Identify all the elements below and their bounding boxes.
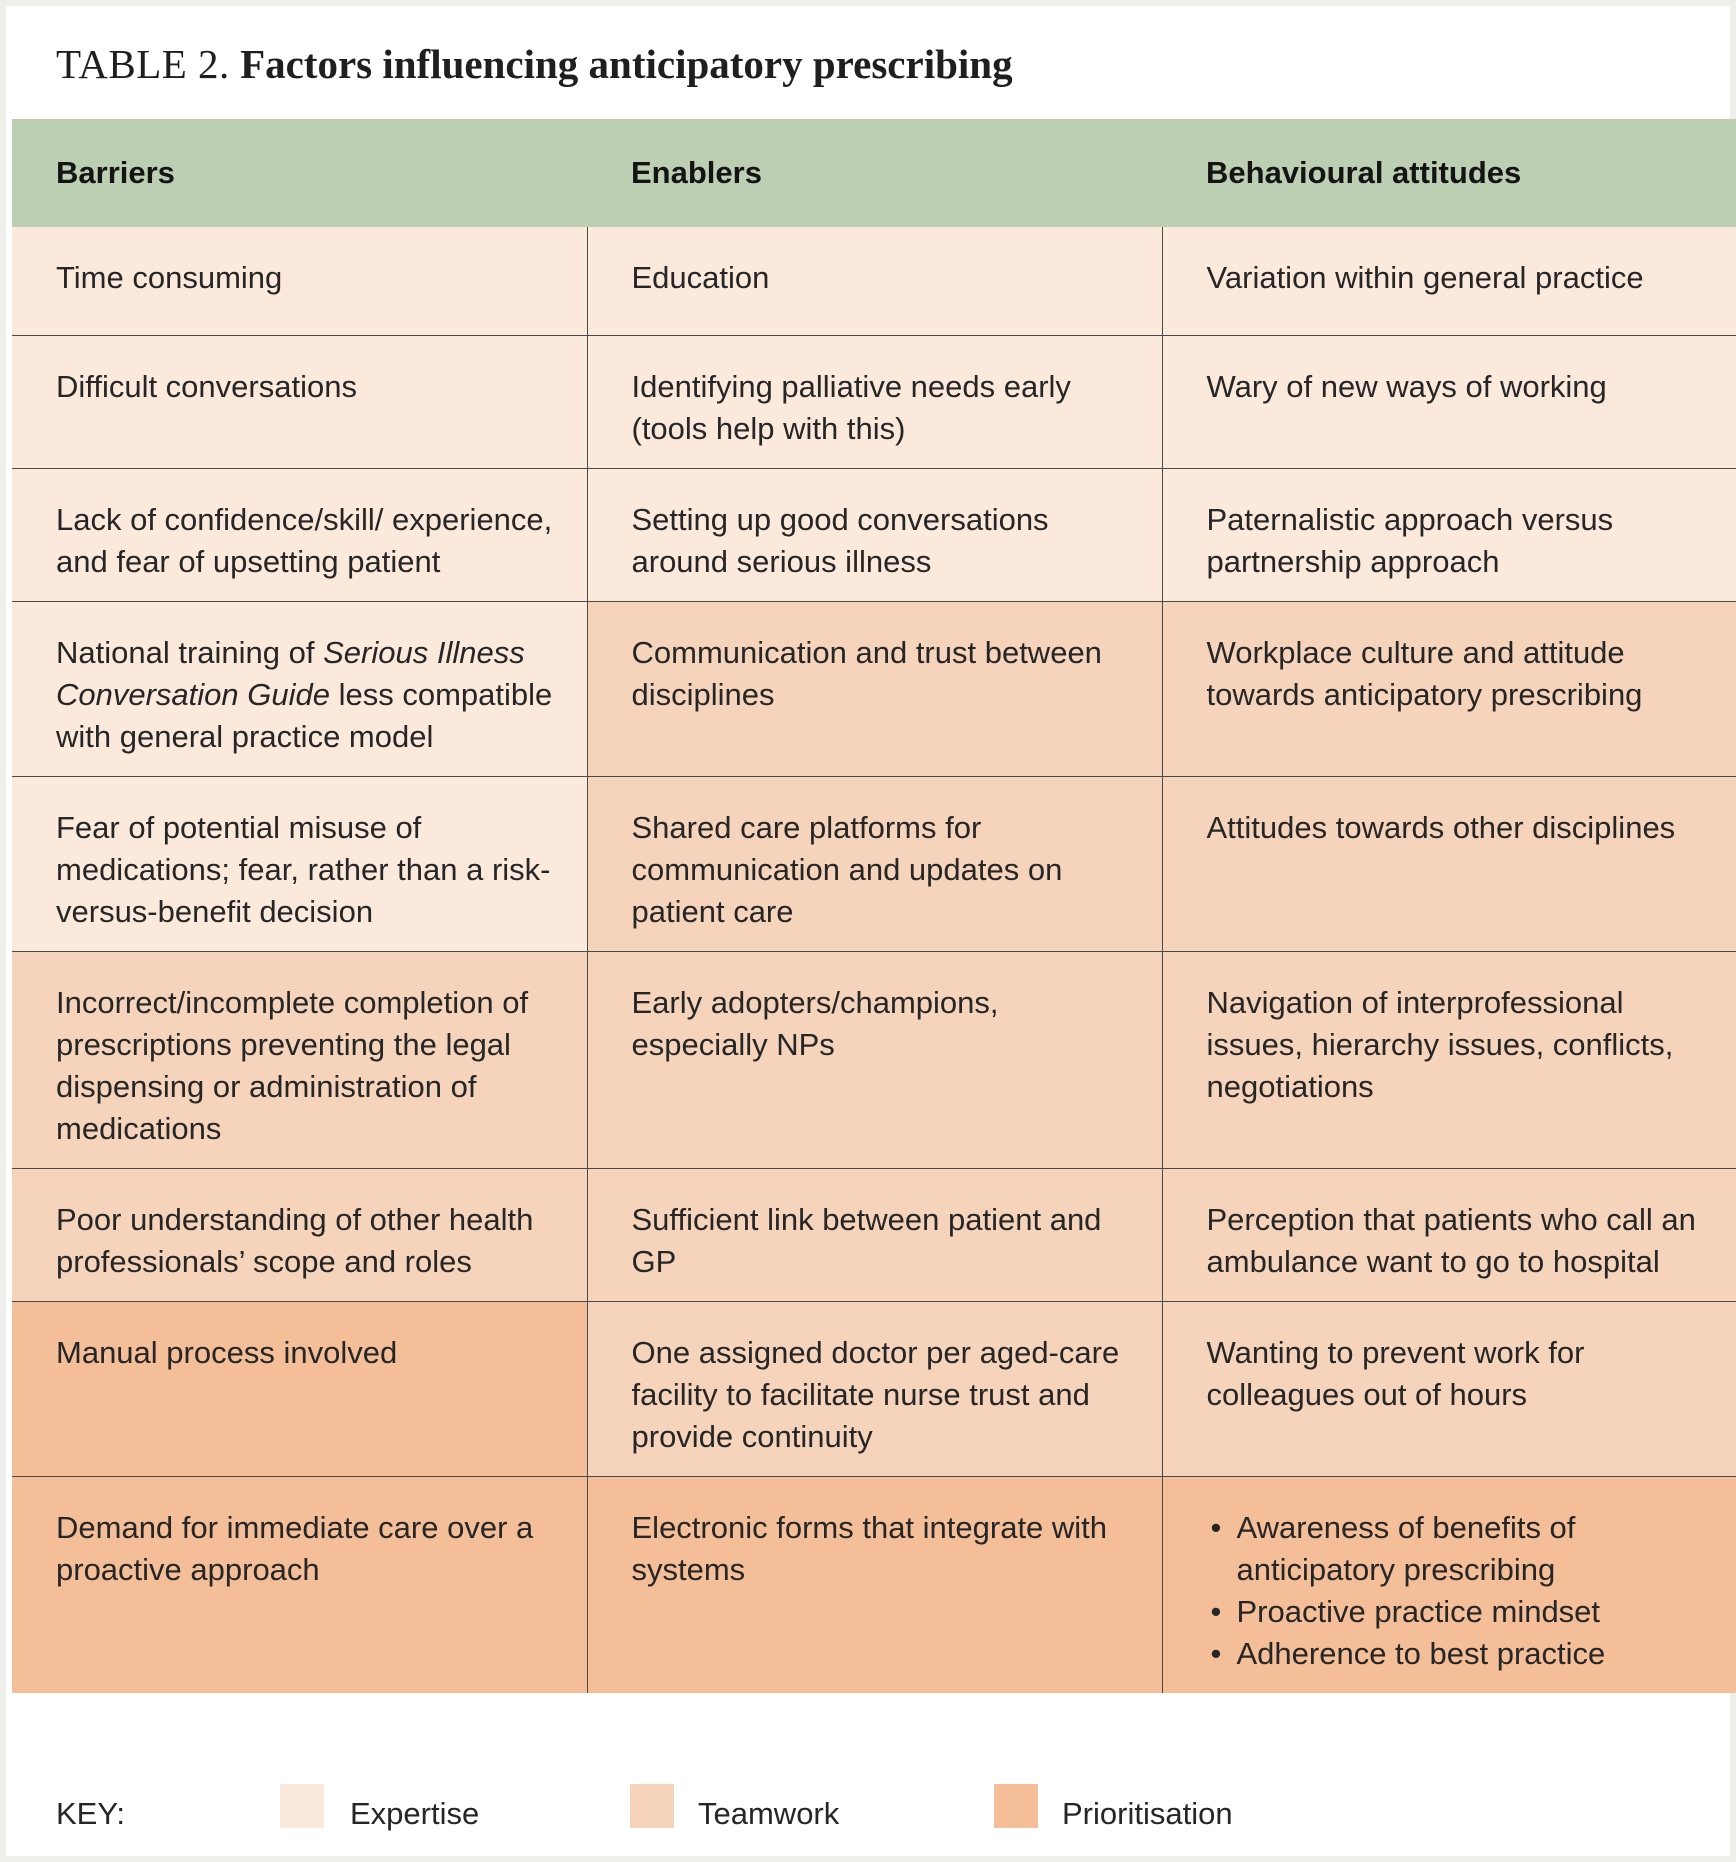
table-number: TABLE 2. bbox=[56, 41, 230, 87]
bullet-item: • Awareness of benefits of anticipatory prescribing bbox=[1207, 1507, 1707, 1591]
barrier-cell: Poor understanding of other health professionals’ scope and roles bbox=[12, 1169, 587, 1302]
guide-title: Serious Illness Conversation Guide bbox=[56, 635, 525, 712]
column-header-behavioural-attitudes: Behavioural attitudes bbox=[1162, 119, 1736, 227]
enabler-cell: Setting up good conversations around serious illness bbox=[587, 469, 1162, 602]
factors-table bbox=[12, 119, 1736, 1693]
table-caption: Factors influencing anticipatory prescribing bbox=[240, 41, 1013, 87]
bullet-item: • Adherence to best practice bbox=[1207, 1633, 1707, 1675]
barrier-cell: Difficult conversations bbox=[12, 336, 587, 469]
attitude-cell bbox=[1162, 1477, 1736, 1694]
table-row bbox=[12, 777, 1736, 952]
attitude-cell: Paternalistic approach versus partnership approach bbox=[1162, 469, 1736, 602]
barrier-text: National training of bbox=[56, 635, 324, 670]
table-row bbox=[12, 336, 1736, 469]
attitude-cell: Workplace culture and attitude towards anticipatory prescribing bbox=[1162, 602, 1736, 777]
prioritisation-label: Prioritisation bbox=[1062, 1796, 1233, 1831]
header-row bbox=[12, 119, 1736, 227]
bullet-item: • Proactive practice mindset bbox=[1207, 1591, 1707, 1633]
barrier-cell: Fear of potential misuse of medications; fear, rather than a risk-versus-benefit decision bbox=[12, 777, 587, 952]
barrier-cell: Time consuming bbox=[12, 227, 587, 336]
table-row bbox=[12, 1302, 1736, 1477]
key-label: KEY: bbox=[56, 1796, 125, 1831]
attitude-bullet-list bbox=[1207, 1507, 1707, 1675]
column-header-barriers: Barriers bbox=[12, 119, 587, 227]
enabler-cell: Early adopters/champions, especially NPs bbox=[587, 952, 1162, 1169]
expertise-label: Expertise bbox=[350, 1796, 480, 1831]
enabler-cell: One assigned doctor per aged-care facility to facilitate nurse trust and provide continuity bbox=[587, 1302, 1162, 1477]
barrier-cell bbox=[12, 602, 587, 777]
table-row bbox=[12, 952, 1736, 1169]
attitude-cell: Attitudes towards other disciplines bbox=[1162, 777, 1736, 952]
enabler-cell: Communication and trust between disciplines bbox=[587, 602, 1162, 777]
teamwork-swatch bbox=[630, 1784, 674, 1828]
table-row bbox=[12, 1169, 1736, 1302]
table-title bbox=[56, 36, 1013, 92]
enabler-cell: Shared care platforms for communication and updates on patient care bbox=[587, 777, 1162, 952]
column-header-enablers: Enablers bbox=[587, 119, 1162, 227]
attitude-cell: Variation within general practice bbox=[1162, 227, 1736, 336]
attitude-cell: Navigation of interprofessional issues, hierarchy issues, conflicts, negotiations bbox=[1162, 952, 1736, 1169]
prioritisation-swatch bbox=[994, 1784, 1038, 1828]
enabler-cell: Sufficient link between patient and GP bbox=[587, 1169, 1162, 1302]
table-row bbox=[12, 227, 1736, 336]
expertise-swatch bbox=[280, 1784, 324, 1828]
attitude-cell: Wary of new ways of working bbox=[1162, 336, 1736, 469]
barrier-cell: Demand for immediate care over a proactive approach bbox=[12, 1477, 587, 1694]
attitude-cell: Perception that patients who call an ambulance want to go to hospital bbox=[1162, 1169, 1736, 1302]
barrier-text: less compatible with general practice model bbox=[56, 677, 553, 754]
table-row bbox=[12, 469, 1736, 602]
barrier-cell: Lack of confidence/skill/ experience, and fear of upsetting patient bbox=[12, 469, 587, 602]
table-row bbox=[12, 602, 1736, 777]
enabler-cell: Electronic forms that integrate with systems bbox=[587, 1477, 1162, 1694]
barrier-cell: Manual process involved bbox=[12, 1302, 587, 1477]
teamwork-label: Teamwork bbox=[698, 1796, 840, 1831]
table-row bbox=[12, 1477, 1736, 1694]
color-key bbox=[12, 1766, 1736, 1862]
enabler-cell: Education bbox=[587, 227, 1162, 336]
attitude-cell: Wanting to prevent work for colleagues out of hours bbox=[1162, 1302, 1736, 1477]
barrier-cell: Incorrect/incomplete completion of prescriptions preventing the legal dispensing or administration of medications bbox=[12, 952, 587, 1169]
enabler-cell: Identifying palliative needs early (tools help with this) bbox=[587, 336, 1162, 469]
